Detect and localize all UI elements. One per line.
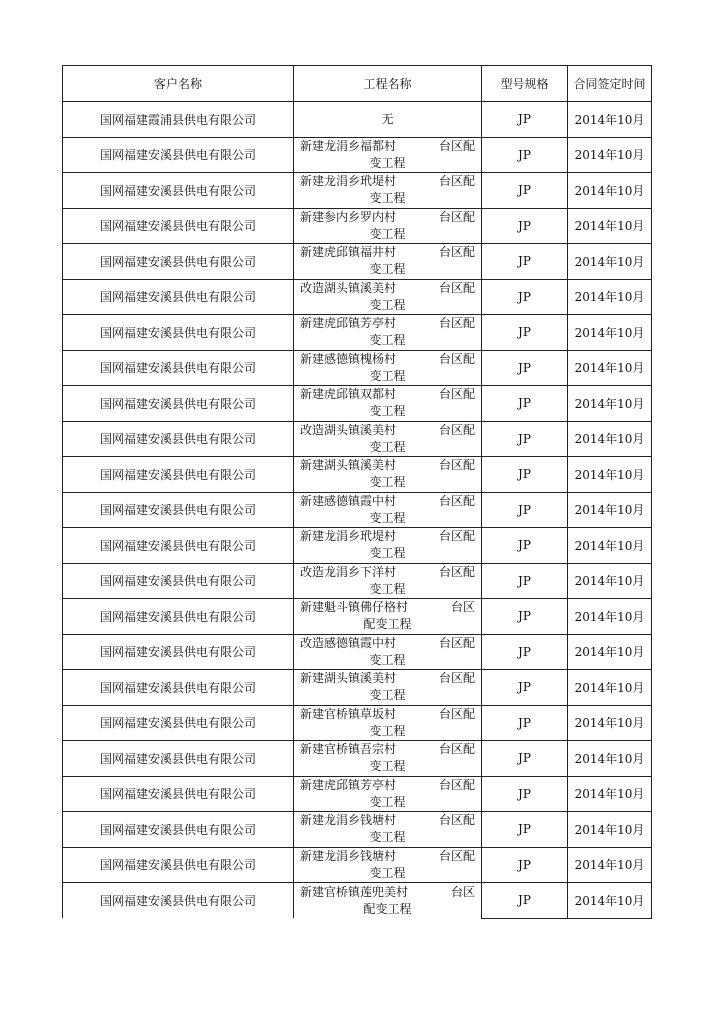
customer-cell: 国网福建安溪县供电有限公司 <box>63 670 294 706</box>
project-cell <box>294 563 482 599</box>
customer-cell: 国网福建安溪县供电有限公司 <box>63 705 294 741</box>
project-line-1 <box>300 315 475 332</box>
date-cell: 2014年10月 <box>568 244 652 280</box>
project-name: 新建虎邱镇芳亭村 <box>300 777 397 792</box>
project-name: 新建龙涓乡玳堤村 <box>300 529 397 544</box>
project-line-1 <box>300 564 475 581</box>
project-line-2: 变工程 <box>369 439 406 454</box>
project-name: 改造湖头镇溪美村 <box>300 280 397 295</box>
project-line-1 <box>300 422 475 439</box>
project-suffix: 台区配 <box>438 458 475 473</box>
project-line-2: 变工程 <box>369 333 406 348</box>
project-line-2: 变工程 <box>369 652 406 667</box>
model-cell: JP <box>482 883 568 919</box>
date-cell: 2014年10月 <box>568 776 652 812</box>
project-name: 无 <box>381 111 394 126</box>
project-line-2: 变工程 <box>369 865 406 880</box>
customer-cell: 国网福建安溪县供电有限公司 <box>63 634 294 670</box>
project-cell <box>294 386 482 422</box>
model-cell: JP <box>482 208 568 244</box>
project-cell <box>294 457 482 493</box>
table-row <box>63 634 652 670</box>
project-line-1 <box>300 741 475 758</box>
table-row <box>63 421 652 457</box>
table-row <box>63 386 652 422</box>
project-name: 新建参内乡罗内村 <box>300 209 397 224</box>
project-name: 改造感德镇霞中村 <box>300 635 397 650</box>
project-suffix: 台区配 <box>438 245 475 260</box>
project-cell <box>294 741 482 777</box>
date-cell: 2014年10月 <box>568 457 652 493</box>
model-cell: JP <box>482 847 568 883</box>
table-row <box>63 173 652 209</box>
table-row <box>63 244 652 280</box>
date-cell: 2014年10月 <box>568 528 652 564</box>
table-row <box>63 279 652 315</box>
project-suffix: 台区 <box>450 600 475 615</box>
project-suffix: 台区配 <box>438 848 475 863</box>
project-line-2: 变工程 <box>369 510 406 525</box>
model-cell: JP <box>482 634 568 670</box>
project-name: 新建感德镇霞中村 <box>300 493 397 508</box>
customer-cell: 国网福建安溪县供电有限公司 <box>63 421 294 457</box>
customer-cell: 国网福建安溪县供电有限公司 <box>63 847 294 883</box>
model-cell: JP <box>482 705 568 741</box>
model-cell: JP <box>482 528 568 564</box>
model-cell: JP <box>482 599 568 635</box>
project-line-2: 变工程 <box>369 155 406 170</box>
model-cell: JP <box>482 315 568 351</box>
project-line-1 <box>300 173 475 190</box>
project-line-2: 变工程 <box>369 404 406 419</box>
customer-cell: 国网福建安溪县供电有限公司 <box>63 315 294 351</box>
customer-cell: 国网福建安溪县供电有限公司 <box>63 492 294 528</box>
table-row <box>63 563 652 599</box>
table-row <box>63 315 652 351</box>
table-row <box>63 670 652 706</box>
project-line-2: 变工程 <box>369 368 406 383</box>
project-suffix: 台区配 <box>438 138 475 153</box>
project-cell <box>294 350 482 386</box>
project-cell <box>294 244 482 280</box>
model-cell: JP <box>482 670 568 706</box>
project-name: 新建湖头镇溪美村 <box>300 671 397 686</box>
customer-cell: 国网福建安溪县供电有限公司 <box>63 279 294 315</box>
project-name: 改造龙涓乡下洋村 <box>300 564 397 579</box>
project-suffix: 台区配 <box>438 564 475 579</box>
customer-cell: 国网福建安溪县供电有限公司 <box>63 350 294 386</box>
table-row <box>63 350 652 386</box>
project-line-2: 配变工程 <box>363 617 412 632</box>
date-cell: 2014年10月 <box>568 563 652 599</box>
date-cell: 2014年10月 <box>568 599 652 635</box>
project-line-1 <box>300 777 475 794</box>
customer-cell: 国网福建安溪县供电有限公司 <box>63 386 294 422</box>
project-name: 新建官桥镇吾宗村 <box>300 742 397 757</box>
project-name: 新建龙涓乡钱塘村 <box>300 848 397 863</box>
project-cell <box>294 137 482 173</box>
project-line-1 <box>300 706 475 723</box>
project-name: 新建官桥镇草坂村 <box>300 706 397 721</box>
project-name: 新建湖头镇溪美村 <box>300 458 397 473</box>
date-cell: 2014年10月 <box>568 350 652 386</box>
date-cell: 2014年10月 <box>568 173 652 209</box>
project-name: 新建龙涓乡福都村 <box>300 138 397 153</box>
project-suffix: 台区 <box>450 884 475 899</box>
project-cell <box>294 173 482 209</box>
date-cell: 2014年10月 <box>568 386 652 422</box>
table-row <box>63 883 652 919</box>
project-suffix: 台区配 <box>438 635 475 650</box>
project-name: 新建官桥镇莲兜美村 <box>300 884 409 899</box>
project-line-1 <box>300 386 475 403</box>
project-cell <box>294 279 482 315</box>
project-cell <box>294 102 482 138</box>
date-cell: 2014年10月 <box>568 634 652 670</box>
table-row <box>63 776 652 812</box>
customer-cell: 国网福建安溪县供电有限公司 <box>63 244 294 280</box>
project-line-1 <box>300 138 475 155</box>
project-cell <box>294 670 482 706</box>
contracts-table <box>62 65 652 919</box>
project-suffix: 台区配 <box>438 706 475 721</box>
date-cell: 2014年10月 <box>568 705 652 741</box>
table-row <box>63 599 652 635</box>
table-row <box>63 741 652 777</box>
customer-cell: 国网福建安溪县供电有限公司 <box>63 883 294 919</box>
date-cell: 2014年10月 <box>568 812 652 848</box>
table-row <box>63 492 652 528</box>
project-line-2: 变工程 <box>369 475 406 490</box>
project-suffix: 台区配 <box>438 671 475 686</box>
project-cell <box>294 883 482 919</box>
project-name: 新建龙涓乡玳堤村 <box>300 174 397 189</box>
project-cell <box>294 847 482 883</box>
project-name: 新建龙涓乡钱塘村 <box>300 813 397 828</box>
project-suffix: 台区配 <box>438 209 475 224</box>
date-cell: 2014年10月 <box>568 883 652 919</box>
model-cell: JP <box>482 173 568 209</box>
project-cell <box>294 634 482 670</box>
date-cell: 2014年10月 <box>568 421 652 457</box>
project-suffix: 台区配 <box>438 174 475 189</box>
customer-cell: 国网福建安溪县供电有限公司 <box>63 208 294 244</box>
table-row <box>63 812 652 848</box>
project-suffix: 台区配 <box>438 280 475 295</box>
project-line-1 <box>300 244 475 261</box>
date-cell: 2014年10月 <box>568 102 652 138</box>
project-suffix: 台区配 <box>438 493 475 508</box>
project-line-2: 变工程 <box>369 297 406 312</box>
project-line-1 <box>300 493 475 510</box>
project-cell <box>294 492 482 528</box>
project-line-1 <box>300 457 475 474</box>
project-cell <box>294 528 482 564</box>
project-suffix: 台区配 <box>438 529 475 544</box>
date-cell: 2014年10月 <box>568 137 652 173</box>
project-line-1 <box>300 351 475 368</box>
customer-cell: 国网福建霞浦县供电有限公司 <box>63 102 294 138</box>
project-line-2: 变工程 <box>369 581 406 596</box>
customer-cell: 国网福建安溪县供电有限公司 <box>63 137 294 173</box>
project-line-2: 变工程 <box>369 546 406 561</box>
project-line-1 <box>300 599 475 616</box>
date-cell: 2014年10月 <box>568 315 652 351</box>
model-cell: JP <box>482 244 568 280</box>
project-suffix: 台区配 <box>438 422 475 437</box>
project-line-2: 变工程 <box>369 723 406 738</box>
table-row <box>63 457 652 493</box>
project-line-1 <box>300 812 475 829</box>
project-suffix: 台区配 <box>438 387 475 402</box>
model-cell: JP <box>482 421 568 457</box>
project-line-2: 变工程 <box>369 759 406 774</box>
date-cell: 2014年10月 <box>568 208 652 244</box>
model-cell: JP <box>482 279 568 315</box>
project-cell <box>294 812 482 848</box>
customer-cell: 国网福建安溪县供电有限公司 <box>63 812 294 848</box>
project-cell <box>294 599 482 635</box>
project-line-2: 变工程 <box>369 226 406 241</box>
header-project: 工程名称 <box>294 66 482 102</box>
table-body <box>63 102 652 919</box>
header-date: 合同签定时间 <box>568 66 652 102</box>
project-line-1 <box>300 670 475 687</box>
customer-cell: 国网福建安溪县供电有限公司 <box>63 563 294 599</box>
project-line-1 <box>300 635 475 652</box>
header-row <box>63 66 652 102</box>
project-line-2: 变工程 <box>369 794 406 809</box>
model-cell: JP <box>482 457 568 493</box>
model-cell: JP <box>482 350 568 386</box>
header-model: 型号规格 <box>482 66 568 102</box>
table-row <box>63 528 652 564</box>
model-cell: JP <box>482 102 568 138</box>
model-cell: JP <box>482 812 568 848</box>
project-suffix: 台区配 <box>438 351 475 366</box>
project-name: 新建虎邱镇福井村 <box>300 245 397 260</box>
date-cell: 2014年10月 <box>568 741 652 777</box>
model-cell: JP <box>482 563 568 599</box>
project-suffix: 台区配 <box>438 316 475 331</box>
project-line-2: 变工程 <box>369 830 406 845</box>
model-cell: JP <box>482 137 568 173</box>
model-cell: JP <box>482 776 568 812</box>
customer-cell: 国网福建安溪县供电有限公司 <box>63 741 294 777</box>
table-header <box>63 66 652 102</box>
date-cell: 2014年10月 <box>568 670 652 706</box>
model-cell: JP <box>482 492 568 528</box>
table-row <box>63 705 652 741</box>
project-suffix: 台区配 <box>438 742 475 757</box>
project-line-2: 配变工程 <box>363 901 412 916</box>
project-cell <box>294 208 482 244</box>
table-row <box>63 208 652 244</box>
project-cell <box>294 705 482 741</box>
project-line-1 <box>300 884 475 901</box>
project-line-2: 变工程 <box>369 688 406 703</box>
project-name: 新建魁斗镇佛仔格村 <box>300 600 409 615</box>
project-line-1 <box>300 528 475 545</box>
table-row <box>63 847 652 883</box>
project-line-2: 变工程 <box>369 262 406 277</box>
table-row <box>63 102 652 138</box>
project-line-1 <box>300 848 475 865</box>
model-cell: JP <box>482 386 568 422</box>
project-name: 改造湖头镇溪美村 <box>300 422 397 437</box>
date-cell: 2014年10月 <box>568 847 652 883</box>
model-cell: JP <box>482 741 568 777</box>
customer-cell: 国网福建安溪县供电有限公司 <box>63 528 294 564</box>
date-cell: 2014年10月 <box>568 492 652 528</box>
project-name: 新建虎邱镇芳亭村 <box>300 316 397 331</box>
header-customer: 客户名称 <box>63 66 294 102</box>
project-line-1 <box>300 209 475 226</box>
table-row <box>63 137 652 173</box>
project-line-2: 变工程 <box>369 191 406 206</box>
project-name: 新建感德镇槐杨村 <box>300 351 397 366</box>
project-line-1 <box>300 280 475 297</box>
project-cell <box>294 421 482 457</box>
project-suffix: 台区配 <box>438 777 475 792</box>
project-cell <box>294 776 482 812</box>
customer-cell: 国网福建安溪县供电有限公司 <box>63 457 294 493</box>
project-cell <box>294 315 482 351</box>
customer-cell: 国网福建安溪县供电有限公司 <box>63 173 294 209</box>
project-name: 新建虎邱镇双都村 <box>300 387 397 402</box>
project-suffix: 台区配 <box>438 813 475 828</box>
customer-cell: 国网福建安溪县供电有限公司 <box>63 776 294 812</box>
date-cell: 2014年10月 <box>568 279 652 315</box>
customer-cell: 国网福建安溪县供电有限公司 <box>63 599 294 635</box>
